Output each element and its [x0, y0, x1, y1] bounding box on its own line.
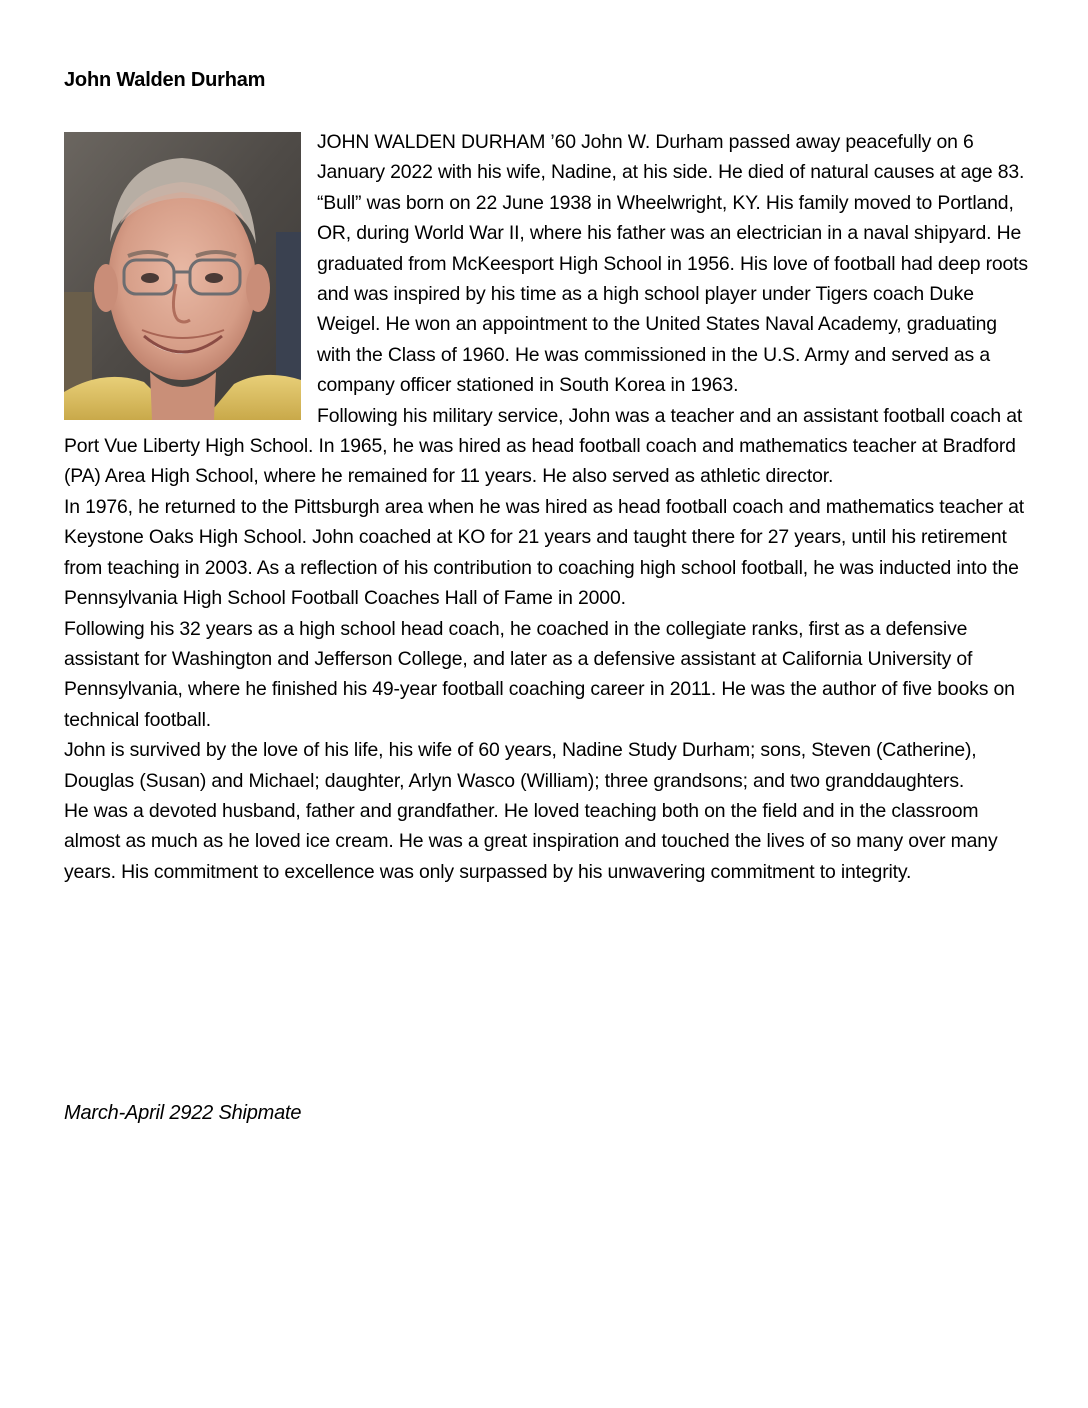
source-citation: March-April 2922 Shipmate	[64, 1102, 302, 1124]
obituary-page	[64, 0, 1028, 1408]
page-title: John Walden Durham	[64, 69, 266, 91]
paragraph: Following his 32 years as a high school head coach, he coached in the collegiate ranks, first as a defensive assistant for Washington and Jefferson College, and later as a defensive assistant at California University of Pennsylvania, where he finished his 49-year football coaching career in 2011. He was the author of five books on technical football.	[64, 617, 1015, 731]
paragraph: “Bull” was born on 22 June 1938 in Wheelwright, KY. His family moved to Portland, OR, during World War II, where his father was an electrician in a naval shipyard. He graduated from McKeesport High School in 1956. His love of football had deep roots and was inspired by his time as a high school player under Tigers coach Duke Weigel. He won an appointment to the United States Naval Academy, graduating with the Class of 1960. He was commissioned in the U.S. Army and served as a company officer stationed in South Korea in 1963.	[317, 191, 1028, 397]
paragraph: He was a devoted husband, father and grandfather. He loved teaching both on the field and in the classroom almost as much as he loved ice cream. He was a great inspiration and touched the lives of so many over many years. His commitment to excellence was only surpassed by his unwavering commitment to integrity.	[64, 799, 998, 883]
paragraph: JOHN WALDEN DURHAM ’60 John W. Durham passed away peacefully on 6 January 2022 with his wife, Nadine, at his side. He died of natural causes at age 83.	[317, 131, 1025, 184]
portrait-photo-icon	[64, 132, 301, 420]
obituary-body	[64, 127, 1028, 887]
paragraph: Following his military service, John was a teacher and an assistant football coach at Port Vue Liberty High School. In 1965, he was hired as head football coach and mathematics teacher at Bradford (PA) Area High School, where he remained for 11 years. He also served as athletic director.	[64, 404, 1023, 488]
paragraph: In 1976, he returned to the Pittsburgh area when he was hired as head football coach and mathematics teacher at Keystone Oaks High School. John coached at KO for 21 years and taught there for 27 years, until his retirement from teaching in 2003. As a reflection of his contribution to coaching high school football, he was inducted into the Pennsylvania High School Football Coaches Hall of Fame in 2000.	[64, 495, 1024, 610]
paragraph: John is survived by the love of his life, his wife of 60 years, Nadine Study Durham; sons, Steven (Catherine), Douglas (Susan) and Michael; daughter, Arlyn Wasco (William); three grandsons; and two granddaughters.	[64, 739, 977, 792]
